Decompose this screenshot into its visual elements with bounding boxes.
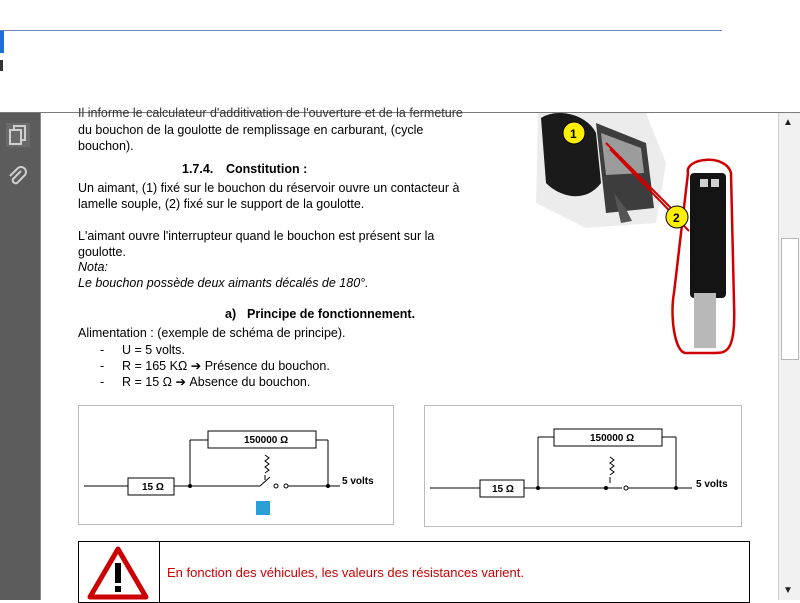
- aimant-line-2: goulotte.: [78, 245, 126, 259]
- bullet-dash: -: [100, 375, 105, 389]
- warning-box: [78, 541, 750, 603]
- bullet-dash: -: [100, 359, 105, 373]
- warning-triangle-icon: [87, 546, 149, 600]
- alimentation-line: Alimentation : (exemple de schéma de principe).: [78, 326, 346, 340]
- magnet-block: [256, 501, 270, 515]
- bullet-text: U = 5 volts.: [122, 343, 185, 357]
- vertical-scrollbar[interactable]: [778, 113, 800, 600]
- circuit-left-r-left: 15 Ω: [142, 482, 164, 493]
- left-toolbar: [0, 113, 40, 600]
- circuit-left-voltage: 5 volts: [342, 476, 374, 487]
- bullet-text: R = 15 Ω ➔ Absence du bouchon.: [122, 375, 311, 389]
- bullet-dash: -: [100, 343, 105, 357]
- circuit-diagram-right: [424, 405, 742, 527]
- paperclip-icon[interactable]: [6, 165, 30, 189]
- subsection-title: Principe de fonctionnement.: [247, 307, 416, 321]
- intro-line-cut: Il informe le calculateur d'additivation de l'ouverture et de la fermeture: [78, 106, 463, 120]
- aimant-line-1: L'aimant ouvre l'interrupteur quand le bouchon est présent sur la: [78, 229, 435, 243]
- left-marker: [0, 60, 3, 71]
- circuit-right-r-top: 150000 Ω: [590, 433, 635, 444]
- sensor-photo: [526, 113, 766, 358]
- document-page: [78, 105, 778, 600]
- circuit-right-voltage: 5 volts: [696, 479, 728, 490]
- photo-label-2: 2: [673, 211, 680, 225]
- scroll-up-icon[interactable]: ▲: [783, 117, 793, 128]
- circuit-left-r-top: 150000 Ω: [244, 435, 289, 446]
- photo-label-1: 1: [570, 127, 577, 141]
- scroll-thumb[interactable]: [781, 238, 799, 360]
- intro-line-2: du bouchon de la goulotte de remplissage en carburant, (cycle: [78, 123, 424, 137]
- scroll-down-icon[interactable]: ▼: [783, 585, 793, 596]
- intro-line-3: bouchon).: [78, 139, 134, 153]
- warning-separator: [159, 542, 160, 602]
- paperclip-icon-glyph: [6, 165, 30, 189]
- circuit-diagram-left: [78, 405, 394, 525]
- nota-label: Nota:: [78, 260, 108, 274]
- nota-text: Le bouchon possède deux aimants décalés de 180°.: [78, 276, 369, 290]
- section-number: 1.7.4.: [182, 162, 214, 176]
- warning-text: En fonction des véhicules, les valeurs des résistances varient.: [167, 565, 524, 580]
- top-divider: [0, 30, 722, 31]
- pages-icon-glyph: [6, 123, 30, 147]
- bullet-text: R = 165 KΩ ➔ Présence du bouchon.: [122, 359, 330, 373]
- section-title: Constitution :: [226, 162, 308, 176]
- subsection-letter: a): [225, 307, 237, 321]
- pages-icon[interactable]: [6, 123, 30, 147]
- active-tab-indicator[interactable]: [0, 31, 4, 53]
- app-top-area: [0, 0, 800, 113]
- page-gutter: [40, 113, 79, 600]
- circuit-right-r-left: 15 Ω: [492, 484, 514, 495]
- constitution-line-1: Un aimant, (1) fixé sur le bouchon du réservoir ouvre un contacteur à: [78, 181, 460, 195]
- constitution-line-2: lamelle souple, (2) fixé sur le support de la goulotte.: [78, 197, 365, 211]
